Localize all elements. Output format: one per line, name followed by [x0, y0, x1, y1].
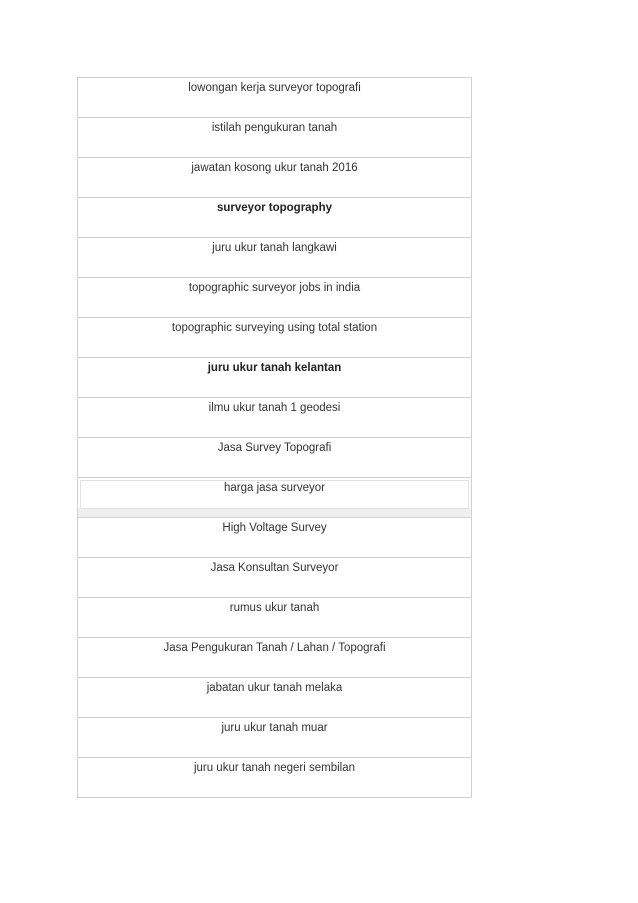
- table-row: [78, 158, 471, 198]
- keyword-text: lowongan kerja surveyor topografi: [188, 82, 361, 94]
- keyword-text: Jasa Pengukuran Tanah / Lahan / Topografi: [163, 642, 386, 654]
- keyword-text: juru ukur tanah muar: [221, 722, 328, 734]
- keyword-text: harga jasa surveyor: [224, 482, 325, 494]
- keyword-table: [77, 77, 472, 798]
- table-row: [78, 198, 471, 238]
- table-row: [78, 638, 471, 678]
- table-row: [78, 278, 471, 318]
- keyword-text: topographic surveying using total station: [171, 322, 378, 334]
- keyword-text: juru ukur tanah langkawi: [212, 242, 337, 254]
- keyword-text: High Voltage Survey: [222, 522, 327, 534]
- keyword-text: surveyor topography: [216, 202, 333, 214]
- keyword-text: jawatan kosong ukur tanah 2016: [191, 162, 358, 174]
- table-row: [78, 358, 471, 398]
- keyword-text: Jasa Survey Topografi: [217, 442, 332, 454]
- keyword-text: ilmu ukur tanah 1 geodesi: [208, 402, 341, 414]
- keyword-text: rumus ukur tanah: [229, 602, 320, 614]
- table-row: [78, 598, 471, 638]
- keyword-text: juru ukur tanah kelantan: [207, 362, 342, 374]
- keyword-text: istilah pengukuran tanah: [211, 122, 338, 134]
- keyword-text: Jasa Konsultan Surveyor: [210, 562, 339, 574]
- keyword-text: juru ukur tanah negeri sembilan: [193, 762, 356, 774]
- table-row: [78, 558, 471, 598]
- table-row: [78, 758, 471, 798]
- keyword-text: topographic surveyor jobs in india: [188, 282, 361, 294]
- table-row: [78, 318, 471, 358]
- table-row: [78, 718, 471, 758]
- table-row: [78, 238, 471, 278]
- table-row: [78, 438, 471, 478]
- keyword-text: jabatan ukur tanah melaka: [206, 682, 343, 694]
- table-row: [78, 118, 471, 158]
- table-row: [78, 478, 471, 518]
- table-row: [78, 678, 471, 718]
- table-row: [78, 518, 471, 558]
- table-row: [78, 78, 471, 118]
- table-row: [78, 398, 471, 438]
